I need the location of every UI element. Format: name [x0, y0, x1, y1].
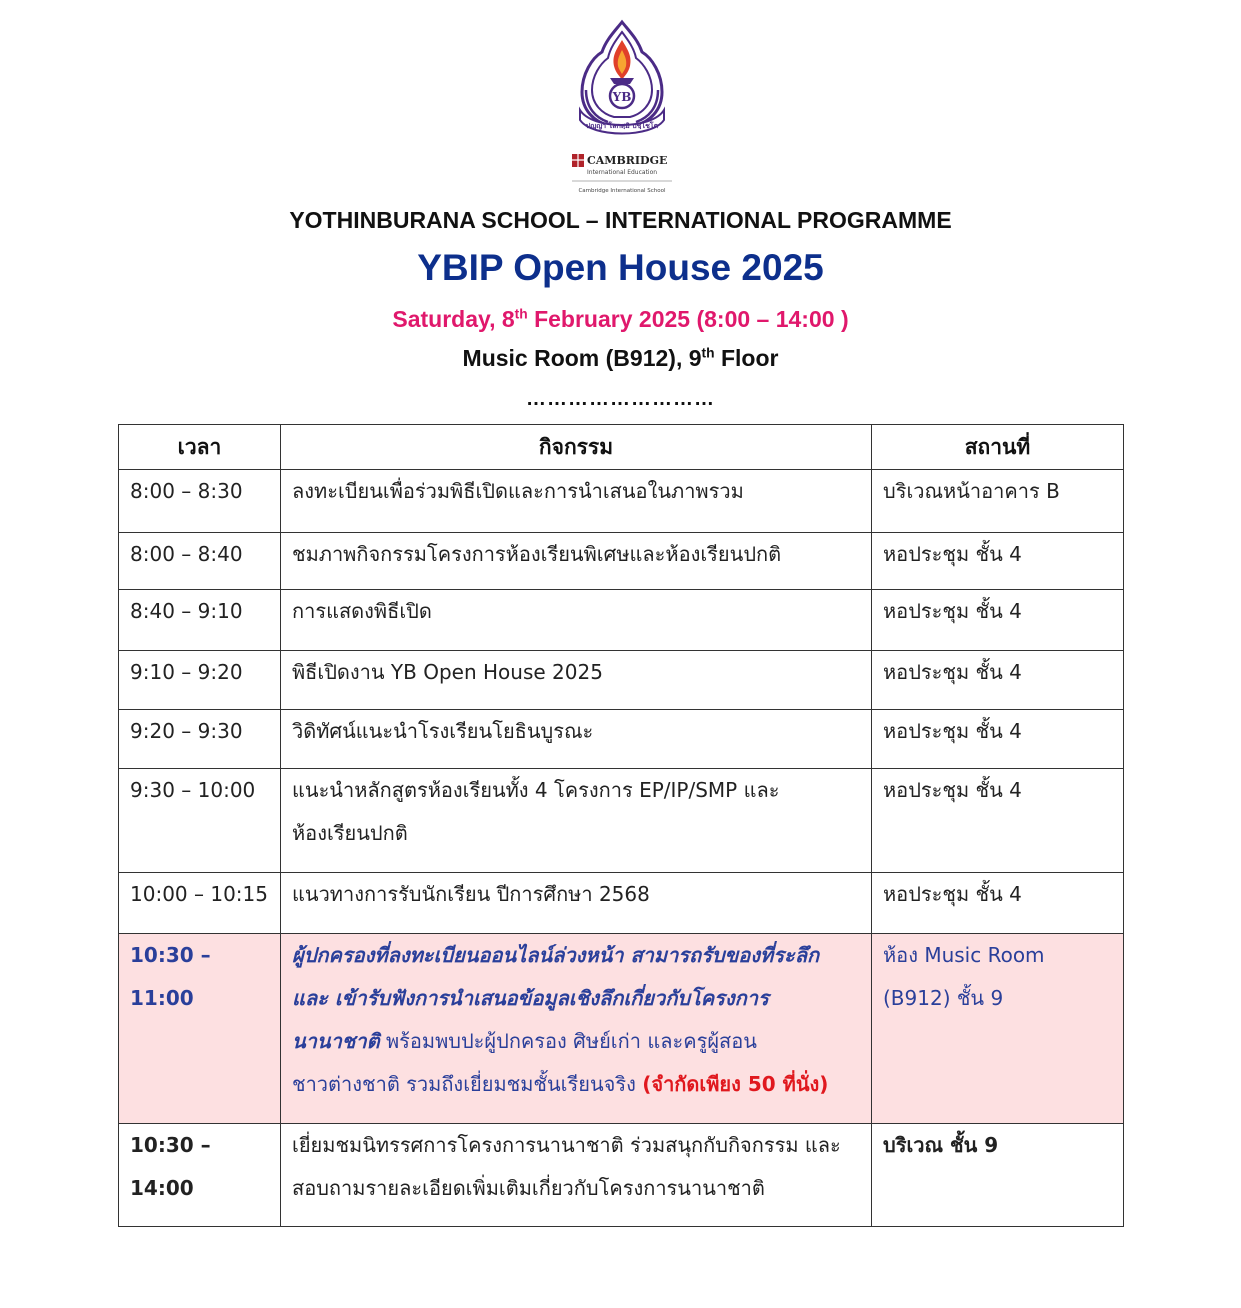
row-location: หอประชุม ชั้น 4	[872, 873, 1124, 934]
row-activity: พิธีเปิดงาน YB Open House 2025	[281, 651, 872, 710]
table-row	[119, 710, 1124, 769]
row-time: 10:30 – 14:00	[119, 1124, 281, 1227]
row-activity: ผู้ปกครองที่ลงทะเบียนออนไลน์ล่วงหน้า สามารถรับของที่ระลึก และ เข้ารับฟังการนำเสนอข้อมูลเชิงลึกเกี่ยวกับโครงการ นานาชาติ พร้อมพบปะผู้ปกครอง ศิษย์เก่า และครูผู้สอน ชาวต่างชาติ รวมถึงเยี่ยมชมชั้นเรียนจริง (จำกัดเพียง 50 ที่นั่ง)	[281, 934, 872, 1124]
svg-text:Cambridge International School: Cambridge International School	[578, 188, 666, 194]
row-time: 8:40 – 9:10	[119, 590, 281, 651]
event-venue: Music Room (B912), 9th Floor	[462, 345, 779, 371]
svg-text:ปญฺญา โลกสฺมิ ปชฺโชโต: ปญฺญา โลกสฺมิ ปชฺโชโต	[585, 122, 659, 130]
row-location: หอประชุม ชั้น 4	[872, 710, 1124, 769]
table-row	[119, 590, 1124, 651]
school-name: YOTHINBURANA SCHOOL – INTERNATIONAL PROGRAMME	[289, 207, 952, 233]
row-location: บริเวณหน้าอาคาร B	[872, 470, 1124, 533]
svg-text:YB: YB	[612, 90, 632, 104]
schedule-table	[118, 424, 1124, 1227]
row-activity: การแสดงพิธีเปิด	[281, 590, 872, 651]
table-row	[119, 1124, 1124, 1227]
row-time: 9:10 – 9:20	[119, 651, 281, 710]
header-time: เวลา	[119, 425, 281, 470]
row-time: 8:00 – 8:40	[119, 533, 281, 590]
row-location: หอประชุม ชั้น 4	[872, 590, 1124, 651]
table-row	[119, 470, 1124, 533]
seat-limit-note: (จำกัดเพียง 50 ที่นั่ง)	[642, 1072, 829, 1096]
table-row	[119, 769, 1124, 873]
row-location: หอประชุม ชั้น 4	[872, 769, 1124, 873]
row-location: หอประชุม ชั้น 4	[872, 651, 1124, 710]
row-time: 9:30 – 10:00	[119, 769, 281, 873]
row-location: ห้อง Music Room (B912) ชั้น 9	[872, 934, 1124, 1124]
table-row	[119, 873, 1124, 934]
separator-dots: ………………………	[526, 388, 715, 410]
row-time: 10:00 – 10:15	[119, 873, 281, 934]
row-activity: ลงทะเบียนเพื่อร่วมพิธีเปิดและการนำเสนอในภาพรวม	[281, 470, 872, 533]
svg-text:International Education: International Education	[587, 169, 658, 176]
row-activity: วิดิทัศน์แนะนำโรงเรียนโยธินบูรณะ	[281, 710, 872, 769]
header-activity: กิจกรรม	[281, 425, 872, 470]
event-date: Saturday, 8th February 2025 (8:00 – 14:00 )	[392, 306, 849, 332]
row-time: 10:30 – 11:00	[119, 934, 281, 1124]
table-header-row	[119, 425, 1124, 470]
table-row	[119, 533, 1124, 590]
table-row	[119, 651, 1124, 710]
row-activity: ชมภาพกิจกรรมโครงการห้องเรียนพิเศษและห้องเรียนปกติ	[281, 533, 872, 590]
highlighted-row	[119, 934, 1124, 1124]
row-time: 9:20 – 9:30	[119, 710, 281, 769]
row-activity: แนะนำหลักสูตรห้องเรียนทั้ง 4 โครงการ EP/IP/SMP และ ห้องเรียนปกติ	[281, 769, 872, 873]
header-location: สถานที่	[872, 425, 1124, 470]
row-time: 8:00 – 8:30	[119, 470, 281, 533]
row-location: บริเวณ ชั้น 9	[872, 1124, 1124, 1227]
row-activity: แนวทางการรับนักเรียน ปีการศึกษา 2568	[281, 873, 872, 934]
row-location: หอประชุม ชั้น 4	[872, 533, 1124, 590]
svg-text:CAMBRIDGE: CAMBRIDGE	[587, 154, 668, 167]
school-logo-icon	[572, 18, 672, 200]
event-title: YBIP Open House 2025	[417, 247, 824, 288]
row-activity: เยี่ยมชมนิทรรศการโครงการนานาชาติ ร่วมสนุกกับกิจกรรม และ สอบถามรายละเอียดเพิ่มเติมเกี่ยวกับโครงการนานาชาติ	[281, 1124, 872, 1227]
